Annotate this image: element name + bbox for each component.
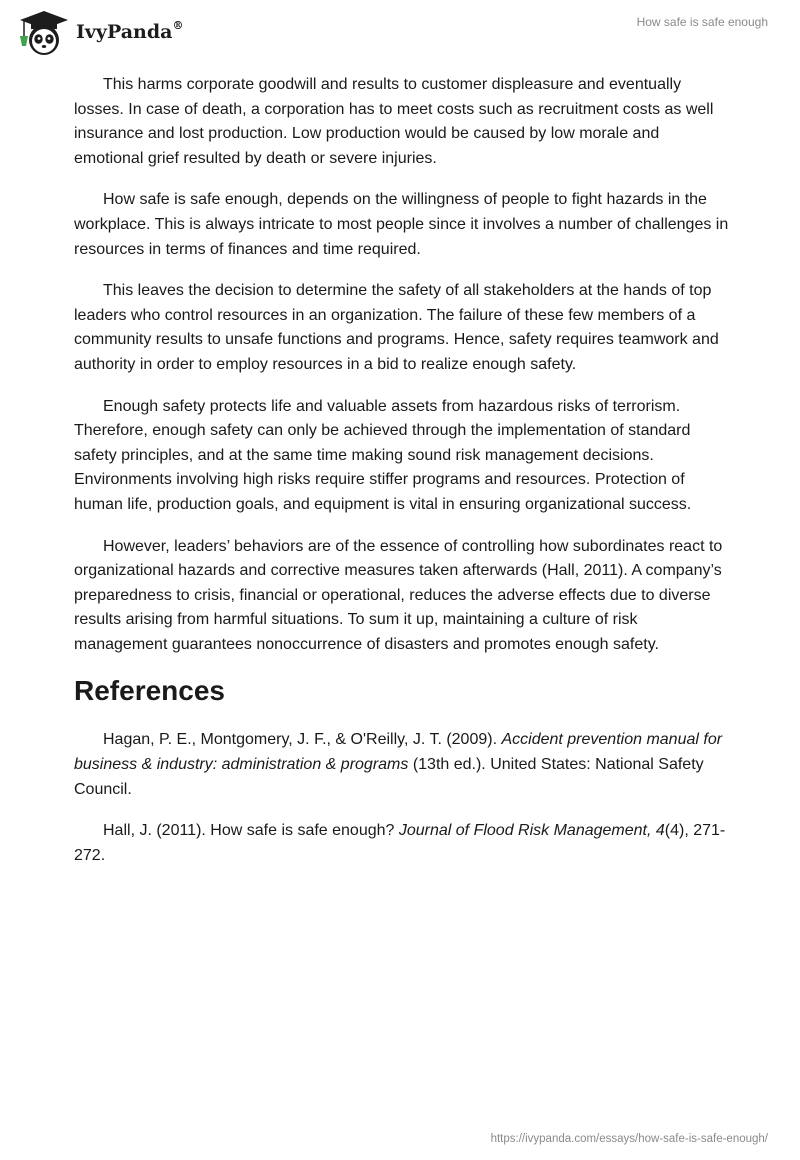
reference-text: (4), 271-272.	[74, 822, 726, 864]
body-paragraph: This leaves the decision to determine the safety of all stakeholders at the hands of top leaders who control resources in an organization. The failure of these few members of a community results to unsafe functions and programs. Hence, safety requires teamwork and authority in order to employ resources in a bid to realize enough safety.	[74, 282, 719, 373]
reference-title: Accident prevention manual for business & industry: administration & programs	[74, 731, 723, 774]
page-header	[0, 0, 800, 60]
header-essay-title: How safe is safe enough	[636, 15, 768, 29]
reference-entry	[74, 728, 730, 802]
body-paragraph: How safe is safe enough, depends on the willingness of people to fight hazards in the workplace. This is always intricate to most people since it involves a number of challenges in resources in terms of finances and time required.	[74, 191, 729, 258]
body-paragraph: This harms corporate goodwill and results to customer displeasure and eventually losses. In case of death, a corporation has to meet costs such as recruitment costs as well insurance and lost production. Low production would be caused by low morale and emotional grief resulted by death or severe injuries.	[74, 76, 714, 167]
reference-text: Hall, J. (2011). How safe is safe enough?	[103, 822, 399, 840]
reference-text: Hagan, P. E., Montgomery, J. F., & O'Reilly, J. T. (2009).	[103, 731, 502, 749]
source-url[interactable]: https://ivypanda.com/essays/how-safe-is-safe-enough/	[490, 1133, 768, 1145]
brand-name	[76, 21, 183, 43]
reference-text: (13th ed.). United States: National Safety Council.	[74, 756, 704, 798]
reference-title: Journal of Flood Risk Management, 4	[398, 822, 665, 840]
body-paragraph: Enough safety protects life and valuable assets from hazardous risks of terrorism. Therefore, enough safety can only be achieved through the implementation of standard safety principles, and at the same time making sound risk management decisions. Environments involving high risks require stiffer programs and resources. Protection of human life, production goals, and equipment is vital in ensuring organizational success.	[74, 397, 692, 513]
essay-content	[74, 73, 730, 885]
panda-graduation-cap-icon	[14, 8, 72, 58]
ivypanda-logo[interactable]	[14, 8, 183, 58]
brand-text: IvyPanda	[76, 21, 173, 43]
reference-entry	[74, 819, 730, 868]
references-heading: References	[74, 675, 225, 707]
body-paragraph: However, leaders’ behaviors are of the essence of controlling how subordinates react to organizational hazards and corrective measures taken afterwards (Hall, 2011). A company’s preparedness to crisis, financial or operational, reduces the adverse effects due to diverse results arising from harmful situations. To sum it up, maintaining a culture of risk management guarantees nonoccurrence of disasters and promotes enough safety.	[74, 537, 723, 653]
registered-mark: ®	[172, 19, 184, 32]
